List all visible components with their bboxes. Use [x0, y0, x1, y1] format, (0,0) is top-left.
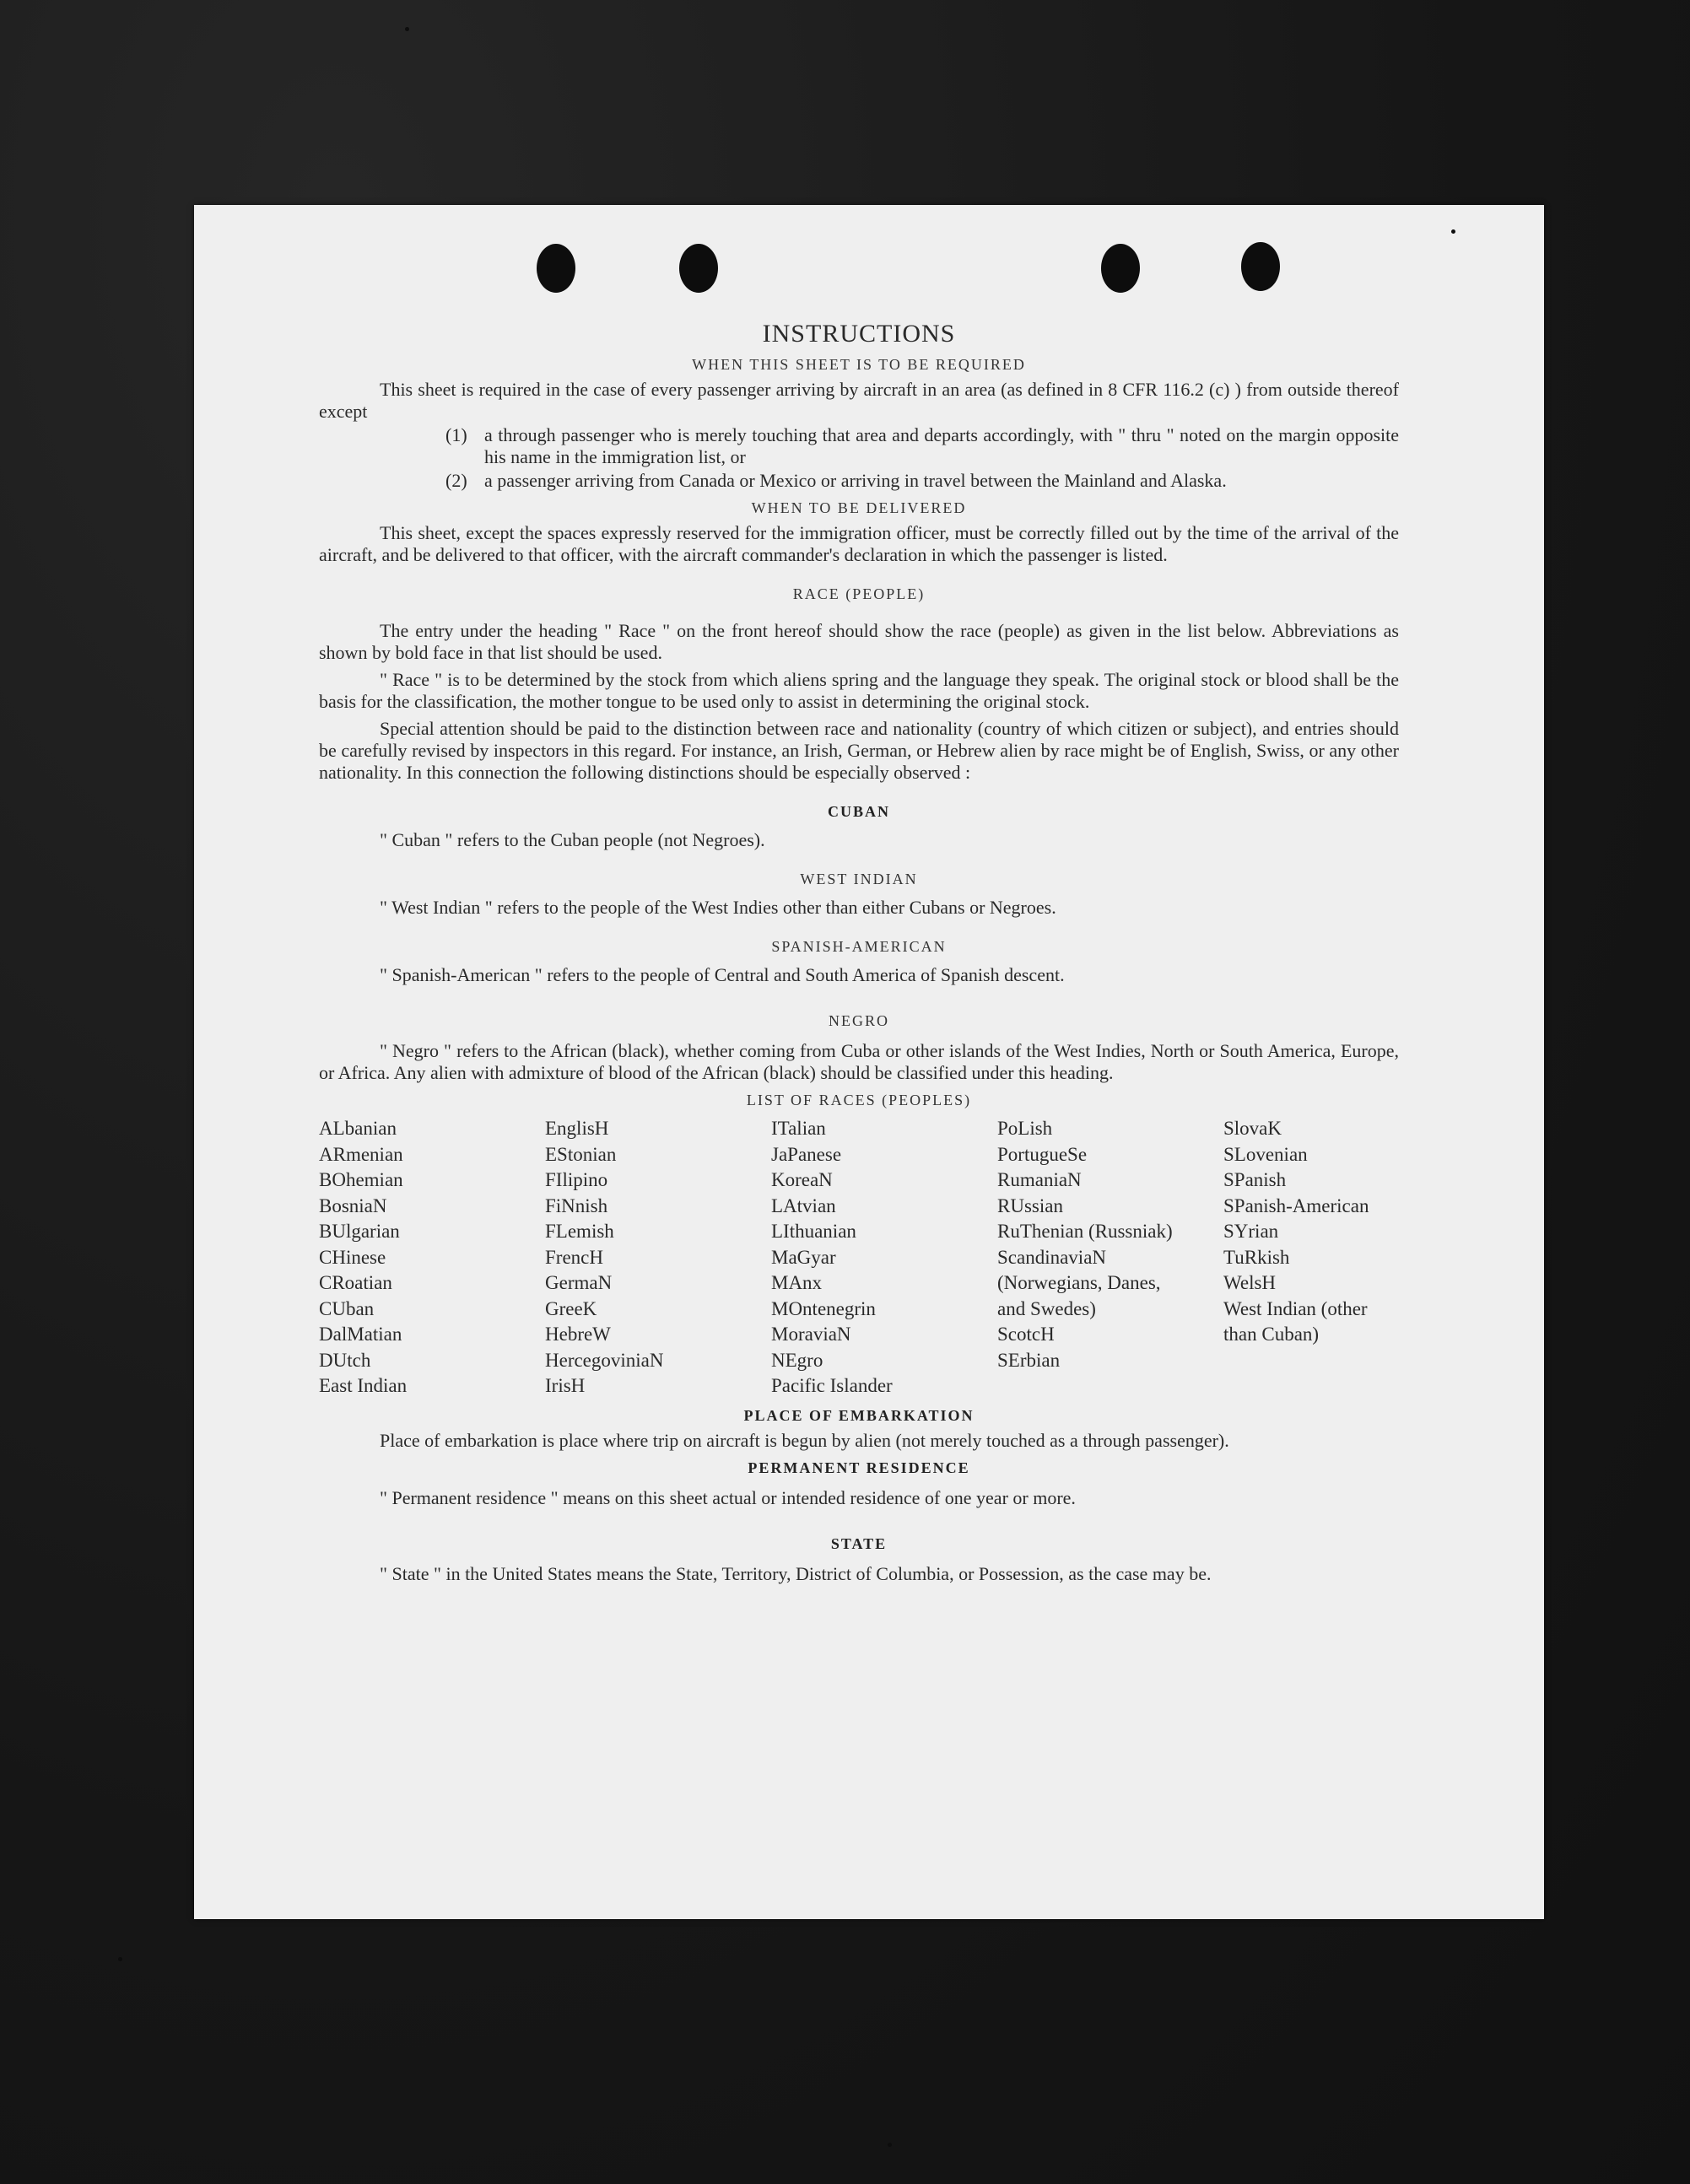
- race-entry: IrisH: [545, 1375, 586, 1396]
- when-delivered-text: This sheet, except the spaces expressly reserved for the immigration officer, must be correctly filled out by the time of the arrival of the aircraft, and be delivered to that officer, with the aircraft commander's declaration in which the passenger is listed.: [319, 522, 1399, 565]
- race-entry: MaGyar: [771, 1246, 836, 1268]
- race-entry: MOntenegrin: [771, 1297, 876, 1319]
- section-heading-west-indian: WEST INDIAN: [800, 871, 918, 887]
- section-heading-spanish-american: SPANISH-AMERICAN: [771, 938, 947, 955]
- race-entry: ALbanian: [319, 1118, 397, 1139]
- race-entry: CHinese: [319, 1246, 386, 1268]
- scan-speck: [405, 27, 409, 31]
- state-text: " State " in the United States means the State, Territory, District of Columbia, or Possession, as the case may be.: [380, 1562, 1212, 1584]
- race-entry: BOhemian: [319, 1169, 403, 1190]
- race-entry: MAnx: [771, 1272, 823, 1293]
- race-entry: SLovenian: [1223, 1143, 1308, 1165]
- race-entry: LIthuanian: [771, 1221, 856, 1242]
- race-entry: CUban: [319, 1297, 375, 1319]
- race-column: [1223, 1116, 1399, 1399]
- negro-text: " Negro " refers to the African (black), whether coming from Cuba or other islands of the West Indies, North or South America, Europe, or Africa. Any alien with admixture of blood of the African (black) should be classified under this heading.: [319, 1040, 1399, 1083]
- exception-text: a through passenger who is merely touching that area and departs accordingly, with " thru " noted on the margin opposite his name in the immigration list, or: [484, 424, 1399, 467]
- section-heading-state: STATE: [830, 1534, 888, 1552]
- race-entry: WelsH: [1223, 1272, 1277, 1293]
- exception-item: [445, 424, 1399, 468]
- race-entry: NEgro: [771, 1349, 823, 1371]
- race-paragraph: The entry under the heading " Race " on the front hereof should show the race (people) as given in the list below. Abbreviations as shown by bold face in that list should be used.: [319, 620, 1399, 663]
- when-required-intro: This sheet is required in the case of every passenger arriving by aircraft in an area (as defined in 8 CFR 116.2 (c) ) from outside thereof except: [319, 379, 1399, 422]
- race-entry: EnglisH: [545, 1118, 609, 1139]
- race-entry: ScotcH: [997, 1324, 1055, 1345]
- race-entry: SPanish-American: [1223, 1194, 1369, 1216]
- section-heading-embarkation: PLACE OF EMBARKATION: [743, 1406, 975, 1424]
- race-entry: ARmenian: [319, 1143, 403, 1165]
- race-paragraph: Special attention should be paid to the distinction between race and nationality (country of which citizen or subject), and entries should be carefully revised by inspectors in this regard. For instance, an Irish, German, or Hebrew alien by race might be of English, Swiss, or any other nationality. In this connection the following distinctions should be especially observed :: [319, 718, 1399, 783]
- race-entry: FiNnish: [545, 1194, 608, 1216]
- race-entry: GermaN: [545, 1272, 613, 1293]
- race-entry: SlovaK: [1223, 1118, 1282, 1139]
- race-entry: EStonian: [545, 1143, 617, 1165]
- race-entry: FLemish: [545, 1221, 614, 1242]
- embarkation-text: Place of embarkation is place where trip on aircraft is begun by alien (not merely touched as a through passenger).: [380, 1429, 1229, 1451]
- race-entry: ITalian: [771, 1118, 826, 1139]
- cuban-text: " Cuban " refers to the Cuban people (not Negroes).: [380, 829, 765, 850]
- race-entry: JaPanese: [771, 1143, 842, 1165]
- exception-number: (1): [445, 424, 467, 445]
- scan-speck: [888, 2143, 892, 2147]
- section-heading-cuban: CUBAN: [827, 803, 890, 820]
- race-entry: PortugueSe: [997, 1143, 1088, 1165]
- race-entry: SPanish: [1223, 1169, 1287, 1190]
- instruction-sheet: [194, 205, 1544, 1919]
- race-column: [319, 1116, 545, 1399]
- section-heading-residence: PERMANENT RESIDENCE: [748, 1459, 970, 1476]
- section-heading-negro: NEGRO: [829, 1012, 889, 1029]
- punch-hole: [1101, 244, 1140, 293]
- scan-speck: [118, 1957, 122, 1961]
- race-entry: SErbian: [997, 1349, 1061, 1371]
- race-entry: DUtch: [319, 1349, 371, 1371]
- scan-speck: [1451, 229, 1455, 234]
- race-column: [997, 1116, 1223, 1399]
- race-entry: West Indian (other than Cuban): [1223, 1297, 1368, 1345]
- race-entry: ScandinaviaN (Norwegians, Danes, and Swedes): [997, 1246, 1161, 1319]
- race-entry: PoLish: [997, 1118, 1053, 1139]
- race-entry: TuRkish: [1223, 1246, 1290, 1268]
- race-column: [545, 1116, 771, 1399]
- section-heading-when-delivered: WHEN TO BE DELIVERED: [751, 499, 967, 516]
- punch-hole: [537, 244, 575, 293]
- punch-hole: [1241, 242, 1280, 291]
- exception-number: (2): [445, 470, 467, 491]
- race-entry: LAtvian: [771, 1194, 836, 1216]
- race-entry: SYrian: [1223, 1221, 1279, 1242]
- race-entry: HercegoviniaN: [545, 1349, 664, 1371]
- race-column: [771, 1116, 997, 1399]
- west-indian-text: " West Indian " refers to the people of the West Indies other than either Cubans or Negroes.: [380, 897, 1056, 918]
- race-entry: MoraviaN: [771, 1324, 851, 1345]
- race-entry: FrencH: [545, 1246, 603, 1268]
- race-entry: RuThenian (Russniak): [997, 1221, 1173, 1242]
- section-heading-race: RACE (PEOPLE): [792, 585, 926, 602]
- race-entry: GreeK: [545, 1297, 597, 1319]
- exception-item: [445, 470, 1399, 492]
- exception-text: a passenger arriving from Canada or Mexico or arriving in travel between the Mainland and Alaska.: [484, 470, 1227, 491]
- race-entry: East Indian: [319, 1375, 408, 1396]
- race-entry: DalMatian: [319, 1324, 402, 1345]
- section-heading-list-of-races: LIST OF RACES (PEOPLES): [746, 1092, 972, 1108]
- race-list: [319, 1116, 1399, 1399]
- race-entry: CRoatian: [319, 1272, 392, 1293]
- race-paragraph: " Race " is to be determined by the stock from which aliens spring and the language they speak. The original stock or blood shall be the basis for the classification, the mother tongue to be used only to assist in determining the original stock.: [319, 669, 1399, 712]
- punch-hole: [679, 244, 718, 293]
- spanish-american-text: " Spanish-American " refers to the people of Central and South America of Spanish descent.: [380, 964, 1065, 985]
- section-heading-when-required: WHEN THIS SHEET IS TO BE REQUIRED: [692, 356, 1026, 373]
- race-entry: Pacific Islander: [771, 1375, 893, 1396]
- race-entry: RumaniaN: [997, 1169, 1082, 1190]
- race-entry: HebreW: [545, 1324, 611, 1345]
- page-title: INSTRUCTIONS: [762, 320, 956, 348]
- sheet-content: [319, 320, 1399, 1585]
- residence-text: " Permanent residence " means on this sheet actual or intended residence of one year or more.: [380, 1486, 1076, 1508]
- race-entry: KoreaN: [771, 1169, 833, 1190]
- race-entry: RUssian: [997, 1194, 1063, 1216]
- race-entry: FIlipino: [545, 1169, 608, 1190]
- race-entry: BUlgarian: [319, 1221, 400, 1242]
- race-entry: BosniaN: [319, 1194, 387, 1216]
